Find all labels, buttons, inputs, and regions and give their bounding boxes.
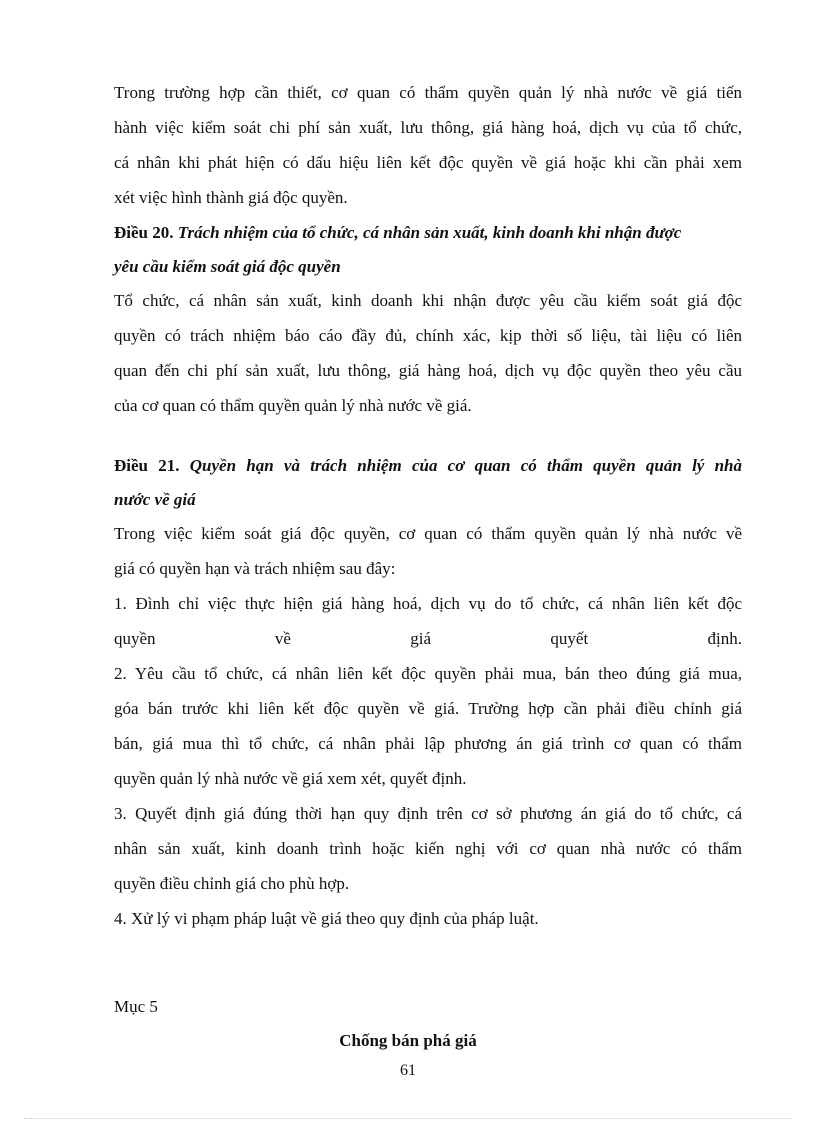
paragraph-line: Trong việc kiểm soát giá độc quyền, cơ quan có thẩm quyền quản lý nhà nước về	[114, 524, 742, 543]
paragraph-line: quan đến chi phí sản xuất, lưu thông, giá hàng hoá, dịch vụ độc quyền theo yêu cầu	[114, 361, 742, 380]
article-20-heading	[114, 222, 742, 244]
section-title: Chống bán phá giá	[339, 1031, 477, 1050]
page-number: 61	[400, 1062, 416, 1079]
article-20-title-cont: yêu cầu kiểm soát giá độc quyền	[114, 257, 341, 276]
list-item-line: 3. Quyết định giá đúng thời hạn quy định trên cơ sở phương án giá do tổ chức, cá	[114, 804, 742, 823]
article-21-heading	[114, 455, 742, 477]
list-item-line: quyền điều chỉnh giá cho phù hợp.	[114, 874, 350, 893]
list-item-line: góa bán trước khi liên kết độc quyền về giá. Trường hợp cần phải điều chỉnh giá	[114, 699, 742, 718]
paragraph-line: xét việc hình thành giá độc quyền.	[114, 188, 348, 207]
article-20-heading-cont	[114, 256, 742, 278]
paragraph-line: của cơ quan có thẩm quyền quản lý nhà nước về giá.	[114, 396, 472, 415]
article-21-title-cont: nước về giá	[114, 490, 196, 509]
paragraph-line: Tổ chức, cá nhân sản xuất, kinh doanh khi nhận được yêu cầu kiểm soát giá độc	[114, 291, 742, 310]
paragraph-line: cá nhân khi phát hiện có dấu hiệu liên kết độc quyền về giá hoặc khi cần phải xem	[114, 153, 742, 172]
article-21-heading-cont	[114, 489, 742, 511]
list-item-line: quyền quản lý nhà nước về giá xem xét, quyết định.	[114, 769, 467, 788]
list-item-line: 4. Xử lý vi phạm pháp luật về giá theo quy định của pháp luật.	[114, 909, 539, 928]
list-item-line: bán, giá mua thì tổ chức, cá nhân phải lập phương án giá trình cơ quan có thẩm	[114, 734, 742, 753]
list-item-line: 2. Yêu cầu tổ chức, cá nhân liên kết độc quyền phải mua, bán theo đúng giá mua,	[114, 664, 742, 683]
article-21-label: Điều 21.	[114, 456, 180, 475]
paragraph-line: Trong trường hợp cần thiết, cơ quan có thẩm quyền quản lý nhà nước về giá tiến	[114, 83, 742, 102]
list-item-line: quyền về giá quyết định.	[114, 629, 742, 648]
article-21-title: Quyền hạn và trách nhiệm của cơ quan có thẩm quyền quản lý nhà	[189, 456, 743, 475]
list-item-line: nhân sản xuất, kinh doanh trình hoặc kiến nghị với cơ quan nhà nước có thẩm	[114, 839, 742, 858]
article-20-title: Trách nhiệm của tổ chức, cá nhân sản xuất, kinh doanh khi nhận được	[177, 223, 682, 242]
paragraph-line: quyền có trách nhiệm báo cáo đầy đủ, chính xác, kịp thời số liệu, tài liệu có liên	[114, 326, 742, 345]
paragraph-line: hành việc kiểm soát chi phí sản xuất, lưu thông, giá hàng hoá, dịch vụ của tổ chức,	[114, 118, 742, 137]
paragraph-line: giá có quyền hạn và trách nhiệm sau đây:	[114, 559, 396, 578]
list-item-line: 1. Đình chỉ việc thực hiện giá hàng hoá, dịch vụ do tổ chức, cá nhân liên kết độc	[114, 594, 742, 613]
page-bottom-rule	[24, 1118, 792, 1119]
section-label: Mục 5	[114, 997, 158, 1016]
article-20-label: Điều 20.	[114, 223, 174, 242]
